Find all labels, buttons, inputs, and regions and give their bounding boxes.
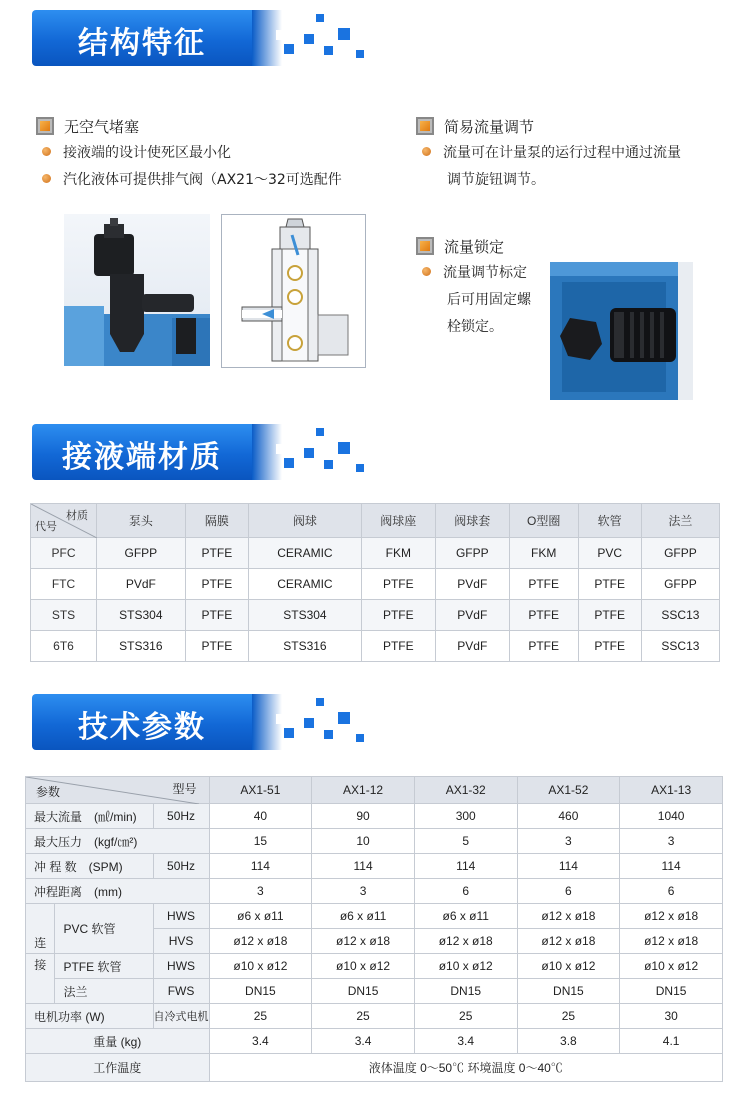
table-cell: CERAMIC <box>249 569 362 600</box>
spec-row-label: 电机功率 (W) <box>26 1004 154 1029</box>
table-cell: SSC13 <box>641 631 719 662</box>
table-cell: 460 <box>517 804 620 829</box>
table-cell: DN15 <box>312 979 415 1004</box>
table-cell: STS316 <box>249 631 362 662</box>
spec-row-unit: 自冷式电机 <box>153 1004 209 1029</box>
table-cell: 6 <box>620 879 723 904</box>
table-cell: PTFE <box>185 600 248 631</box>
material-col-header: 泵头 <box>97 504 186 538</box>
table-row <box>26 804 723 829</box>
table-cell: 15 <box>209 829 312 854</box>
material-col-header: 隔膜 <box>185 504 248 538</box>
table-cell: PTFE <box>509 569 578 600</box>
flow-lock-knob-photo <box>550 262 693 400</box>
material-col-header: 法兰 <box>641 504 719 538</box>
table-cell: 3 <box>312 879 415 904</box>
spec-model-header: AX1-12 <box>312 777 415 804</box>
table-cell: STS304 <box>249 600 362 631</box>
table-cell: PVC <box>578 538 641 569</box>
spec-row-label: PVC 软管 <box>55 904 153 954</box>
table-cell: ø12 x ø18 <box>517 904 620 929</box>
table-row <box>26 879 723 904</box>
material-header-row <box>31 504 720 538</box>
table-cell: 30 <box>620 1004 723 1029</box>
table-row <box>26 854 723 879</box>
table-cell: ø10 x ø12 <box>517 954 620 979</box>
feature-bullet-continued: 后可用固定螺 <box>447 292 531 308</box>
table-cell: 10 <box>312 829 415 854</box>
table-cell: DN15 <box>209 979 312 1004</box>
material-code: FTC <box>31 569 97 600</box>
table-row <box>26 904 723 929</box>
spec-header-row <box>26 777 723 804</box>
table-cell: 3.4 <box>209 1029 312 1054</box>
table-cell: 25 <box>312 1004 415 1029</box>
table-cell: SSC13 <box>641 600 719 631</box>
material-code: STS <box>31 600 97 631</box>
spec-row-label: 法兰 <box>55 979 153 1004</box>
table-cell: 114 <box>620 854 723 879</box>
table-cell: 40 <box>209 804 312 829</box>
table-row <box>26 1054 723 1082</box>
table-cell: PTFE <box>509 600 578 631</box>
material-col-header: 阀球座 <box>361 504 435 538</box>
table-cell: PTFE <box>361 569 435 600</box>
material-table <box>30 503 720 662</box>
spec-row-label: 冲程距离 (mm) <box>26 879 210 904</box>
round-bullet-icon <box>422 267 431 276</box>
table-cell: 25 <box>517 1004 620 1029</box>
spec-table <box>25 776 723 1082</box>
spec-temp-value: 液体温度 0～50℃ 环境温度 0～40℃ <box>209 1054 722 1082</box>
table-cell: 114 <box>312 854 415 879</box>
table-row <box>26 954 723 979</box>
table-cell: ø10 x ø12 <box>209 954 312 979</box>
table-cell: 6 <box>414 879 517 904</box>
section-title-structure: 结构特征 <box>78 26 206 61</box>
material-col-header: 软管 <box>578 504 641 538</box>
section-title-material: 接液端材质 <box>62 440 222 475</box>
table-cell: STS316 <box>97 631 186 662</box>
table-cell: 3.4 <box>414 1029 517 1054</box>
table-cell: PVdF <box>435 631 509 662</box>
table-cell: DN15 <box>517 979 620 1004</box>
feature-bullet-continued: 调节旋钮调节。 <box>447 172 545 188</box>
table-cell: 25 <box>414 1004 517 1029</box>
valve-cross-section-diagram <box>221 214 366 368</box>
material-col-header: 阀球套 <box>435 504 509 538</box>
table-cell: PTFE <box>361 600 435 631</box>
material-corner-cell: 材质 代号 <box>31 504 97 538</box>
table-cell: 300 <box>414 804 517 829</box>
section-banner-structure <box>32 10 332 66</box>
spec-row-unit: 50Hz <box>153 854 209 879</box>
table-cell: PTFE <box>185 569 248 600</box>
round-bullet-icon <box>42 147 51 156</box>
table-cell: ø6 x ø11 <box>414 904 517 929</box>
material-col-header: 阀球 <box>249 504 362 538</box>
spec-connection-label: 接 <box>26 954 55 1004</box>
spec-row-label: 冲 程 数 (SPM) <box>26 854 154 879</box>
table-cell: 114 <box>414 854 517 879</box>
table-cell: CERAMIC <box>249 538 362 569</box>
table-cell: ø10 x ø12 <box>312 954 415 979</box>
table-cell: 6 <box>517 879 620 904</box>
material-code: PFC <box>31 538 97 569</box>
spec-row-unit: FWS <box>153 979 209 1004</box>
table-cell: STS304 <box>97 600 186 631</box>
section-banner-material <box>32 424 332 480</box>
table-cell: ø6 x ø11 <box>312 904 415 929</box>
table-cell: 90 <box>312 804 415 829</box>
material-col-header: O型圈 <box>509 504 578 538</box>
spec-row-label: 工作温度 <box>26 1054 210 1082</box>
table-cell: GFPP <box>641 538 719 569</box>
square-bullet-icon <box>36 117 54 135</box>
table-cell: 3 <box>620 829 723 854</box>
table-cell: ø6 x ø11 <box>209 904 312 929</box>
table-cell: ø12 x ø18 <box>209 929 312 954</box>
table-row <box>31 631 720 662</box>
feature-bullet-continued: 栓锁定。 <box>447 319 503 335</box>
spec-row-unit: HVS <box>153 929 209 954</box>
material-code: 6T6 <box>31 631 97 662</box>
table-cell: 3.4 <box>312 1029 415 1054</box>
table-row <box>26 1004 723 1029</box>
table-row <box>26 979 723 1004</box>
table-cell: FKM <box>509 538 578 569</box>
spec-row-unit: 50Hz <box>153 804 209 829</box>
spec-model-header: AX1-13 <box>620 777 723 804</box>
table-cell: 1040 <box>620 804 723 829</box>
table-cell: ø10 x ø12 <box>620 954 723 979</box>
table-cell: 4.1 <box>620 1029 723 1054</box>
feature-bullet: 流量调节标定 <box>422 260 527 286</box>
spec-row-unit: HWS <box>153 904 209 929</box>
table-row <box>26 829 723 854</box>
table-cell: 114 <box>209 854 312 879</box>
table-cell: GFPP <box>435 538 509 569</box>
table-cell: PVdF <box>97 569 186 600</box>
feature-bullet: 接液端的设计使死区最小化 <box>42 140 231 166</box>
round-bullet-icon <box>42 174 51 183</box>
table-cell: ø12 x ø18 <box>312 929 415 954</box>
spec-row-label: 最大压力 (kgf/㎝²) <box>26 829 210 854</box>
table-cell: 5 <box>414 829 517 854</box>
spec-row-label: PTFE 软管 <box>55 954 153 979</box>
table-cell: PTFE <box>361 631 435 662</box>
table-cell: 25 <box>209 1004 312 1029</box>
table-cell: FKM <box>361 538 435 569</box>
feature-bullet: 汽化液体可提供排气阀（AX21～32可选配件 <box>42 167 342 193</box>
spec-row-label: 最大流量 (㎖/min) <box>26 804 154 829</box>
table-cell: PTFE <box>509 631 578 662</box>
table-cell: 3 <box>517 829 620 854</box>
spec-model-header: AX1-52 <box>517 777 620 804</box>
table-row <box>31 538 720 569</box>
table-cell: ø12 x ø18 <box>414 929 517 954</box>
section-title-spec: 技术参数 <box>78 710 206 745</box>
table-cell: ø12 x ø18 <box>517 929 620 954</box>
table-cell: PVdF <box>435 600 509 631</box>
table-row <box>26 1029 723 1054</box>
square-bullet-icon <box>416 117 434 135</box>
table-cell: ø10 x ø12 <box>414 954 517 979</box>
table-cell: PTFE <box>578 569 641 600</box>
section-banner-spec <box>32 694 332 750</box>
spec-corner-cell: 型号 参数 <box>26 777 210 804</box>
feature-bullet: 流量可在计量泵的运行过程中通过流量 <box>422 140 681 166</box>
round-bullet-icon <box>422 147 431 156</box>
table-cell: 3 <box>209 879 312 904</box>
table-cell: GFPP <box>97 538 186 569</box>
spec-model-header: AX1-32 <box>414 777 517 804</box>
feature-title-easy-flow-adjust: 简易流量调节 <box>416 116 534 137</box>
table-cell: ø12 x ø18 <box>620 929 723 954</box>
feature-title-flow-lock: 流量锁定 <box>416 236 504 257</box>
table-row <box>31 569 720 600</box>
table-cell: ø12 x ø18 <box>620 904 723 929</box>
table-cell: PTFE <box>185 538 248 569</box>
spec-connection-label: 连 <box>26 904 55 954</box>
table-cell: GFPP <box>641 569 719 600</box>
table-cell: DN15 <box>620 979 723 1004</box>
spec-row-unit: HWS <box>153 954 209 979</box>
table-cell: PVdF <box>435 569 509 600</box>
table-row <box>31 600 720 631</box>
table-cell: PTFE <box>578 631 641 662</box>
spec-model-header: AX1-51 <box>209 777 312 804</box>
table-cell: 3.8 <box>517 1029 620 1054</box>
feature-title-no-air-lock: 无空气堵塞 <box>36 116 139 137</box>
table-cell: PTFE <box>185 631 248 662</box>
table-cell: PTFE <box>578 600 641 631</box>
valve-photo <box>64 214 210 366</box>
spec-row-label: 重量 (kg) <box>26 1029 210 1054</box>
square-bullet-icon <box>416 237 434 255</box>
table-cell: DN15 <box>414 979 517 1004</box>
table-cell: 114 <box>517 854 620 879</box>
